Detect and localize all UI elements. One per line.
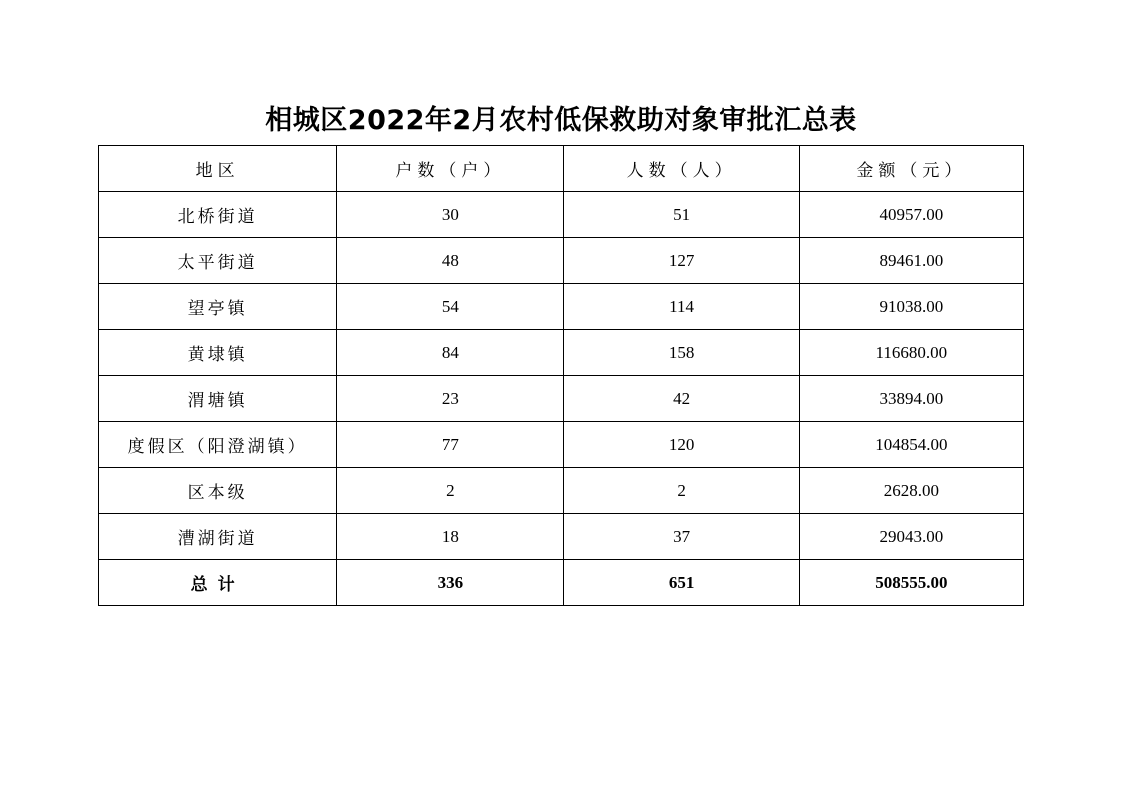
people-cell: 37: [564, 514, 799, 560]
table-row: [99, 514, 1024, 560]
amount-cell: 40957.00: [799, 192, 1023, 238]
amount-cell: 104854.00: [799, 422, 1023, 468]
households-cell: 18: [337, 514, 564, 560]
households-cell: 23: [337, 376, 564, 422]
households-cell: 48: [337, 238, 564, 284]
people-cell: 51: [564, 192, 799, 238]
amount-cell: 89461.00: [799, 238, 1023, 284]
table-row: [99, 468, 1024, 514]
households-cell: 54: [337, 284, 564, 330]
region-cell: 渭塘镇: [99, 376, 337, 422]
header-households: 户数（户）: [337, 146, 564, 192]
table-row: [99, 422, 1024, 468]
table-row: [99, 192, 1024, 238]
people-cell: 114: [564, 284, 799, 330]
region-cell: 漕湖街道: [99, 514, 337, 560]
total-households: 336: [337, 560, 564, 606]
region-cell: 北桥街道: [99, 192, 337, 238]
approval-summary-table: [98, 145, 1024, 606]
table-row: [99, 376, 1024, 422]
region-cell: 太平街道: [99, 238, 337, 284]
people-cell: 42: [564, 376, 799, 422]
amount-cell: 2628.00: [799, 468, 1023, 514]
header-people: 人数（人）: [564, 146, 799, 192]
region-cell: 望亭镇: [99, 284, 337, 330]
households-cell: 30: [337, 192, 564, 238]
people-cell: 127: [564, 238, 799, 284]
table-row: [99, 284, 1024, 330]
people-cell: 158: [564, 330, 799, 376]
households-cell: 77: [337, 422, 564, 468]
households-cell: 84: [337, 330, 564, 376]
amount-cell: 91038.00: [799, 284, 1023, 330]
table-header-row: [99, 146, 1024, 192]
total-people: 651: [564, 560, 799, 606]
total-row: [99, 560, 1024, 606]
page-title: 相城区2022年2月农村低保救助对象审批汇总表: [265, 105, 857, 136]
table-row: [99, 330, 1024, 376]
header-region: 地区: [99, 146, 337, 192]
amount-cell: 116680.00: [799, 330, 1023, 376]
amount-cell: 29043.00: [799, 514, 1023, 560]
header-amount: 金额（元）: [799, 146, 1023, 192]
region-cell: 度假区（阳澄湖镇）: [99, 422, 337, 468]
region-cell: 区本级: [99, 468, 337, 514]
total-amount: 508555.00: [799, 560, 1023, 606]
people-cell: 2: [564, 468, 799, 514]
households-cell: 2: [337, 468, 564, 514]
region-cell: 黄埭镇: [99, 330, 337, 376]
people-cell: 120: [564, 422, 799, 468]
table-row: [99, 238, 1024, 284]
amount-cell: 33894.00: [799, 376, 1023, 422]
total-label: 总计: [99, 560, 337, 606]
